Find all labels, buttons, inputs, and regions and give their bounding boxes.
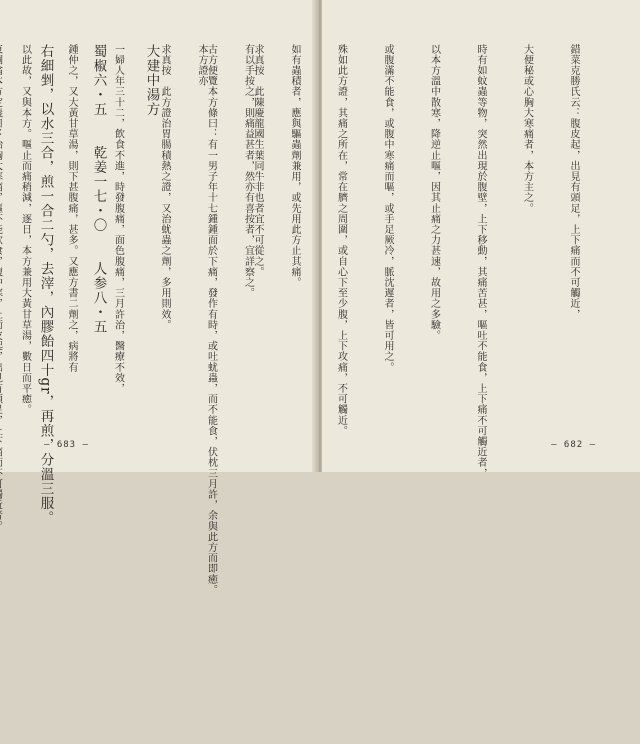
text-column: 古方便覽本方條曰：有一男子年十七鍾鍾面於下痛，發作有時，或吐蚘蟲，而不能食，伏枕三月許，余與此方而即癒。 — [205, 44, 217, 596]
page-number: — 683 — — [44, 440, 89, 450]
text-column: 一婦人年三十二，飲食不進，時發腹痛，面色腹痛，三月許治，醫療不效， — [112, 44, 124, 394]
text-column: 有以手按之，則痛益甚者，然亦有喜按者，宜詳察之。 — [242, 44, 254, 299]
text-column: 鍾仲之，又大黃甘草湯，則下甚腹痛，甚多。又應方書二劑之，病將有 — [66, 44, 77, 373]
text-column: 求真按 此陳慶龍國生葉同牛非也者宜不可從之。 — [252, 44, 263, 278]
text-column: 如有蟲積者，應與驅蟲劑兼用，或先用此方止其痛。 — [289, 44, 300, 288]
text-column: 殊如此方證，其痛之所在，常在臍之周圍，或自心下至少腹，上下攻痛，不可觸近。 — [335, 44, 347, 437]
text-column: 時有如蚊蟲等物，突然出現於腹壁，上下移動，其痛苦甚，嘔吐不能食，上下痛不可觸近者， — [475, 44, 486, 479]
text-column: 大便秘或心胸大寒痛者，本方主之。 — [521, 44, 533, 214]
text-column: 錯菜克勝氏云：腹皮起，出見有頭足，上下痛而不可觸近， — [568, 44, 579, 320]
text-column — [0, 44, 4, 416]
section-heading: 大建中湯方 — [143, 44, 160, 117]
text-column: 或腹滿不能食，或腹中寒痛而嘔，或手足厥冷，脈沈遲者，皆可用之。 — [382, 44, 393, 373]
page-number: — 682 — — [551, 440, 596, 450]
formula-line: 蜀椒六・五 乾姜一七・〇 人参八・五 — [90, 44, 107, 334]
text-column: 以此故，又與本方。嘔止而痛稍減，逐日，本方兼用大黃甘草湯，數日而平癒。 — [19, 44, 31, 415]
text-column: 求真按 此方證治胃腸積熱之證，又治蚘蟲之劑，多用則效。 — [159, 44, 170, 331]
text-column: 本方證亦 — [196, 44, 207, 87]
text-column: 以本方溫中散寒，降逆止嘔，因其止痛之力甚速，故用之多驗。 — [428, 44, 440, 341]
formula-note: 右細剉，以水三合，煎一合二勺，去滓，內膠飴四十gr，再煎，分溫三服。 — [37, 44, 54, 526]
